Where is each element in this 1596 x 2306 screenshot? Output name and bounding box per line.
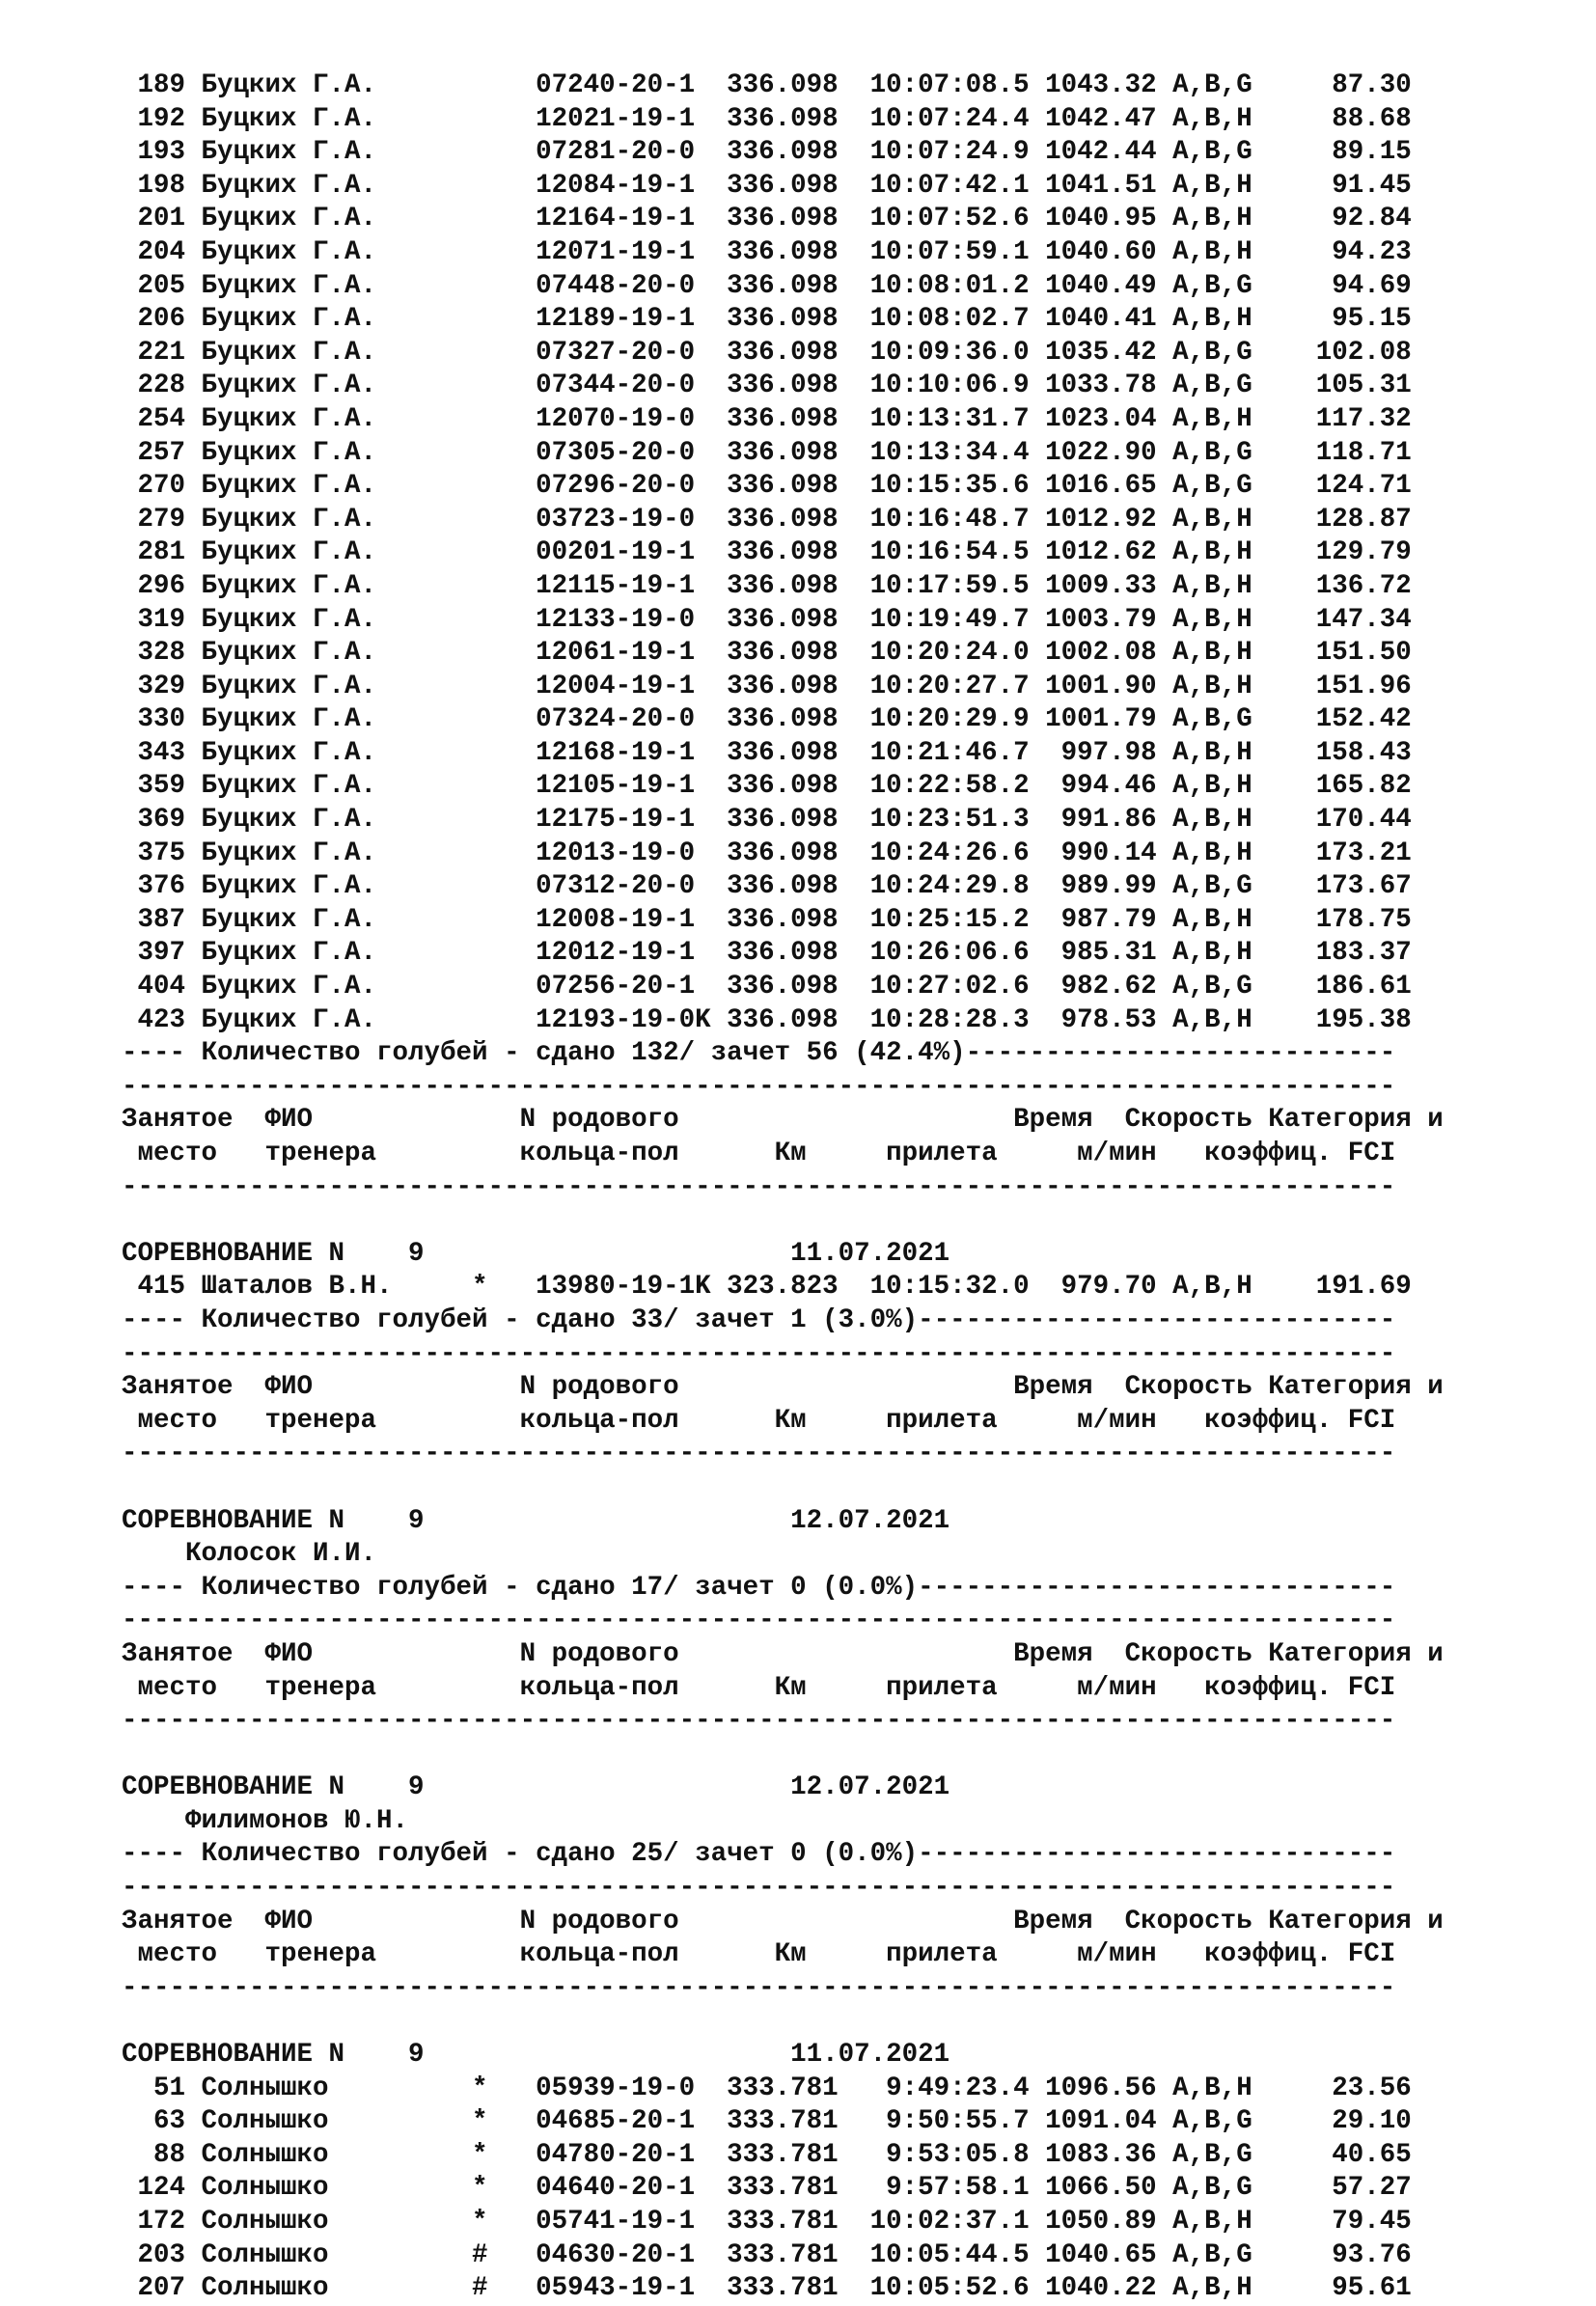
summary-line: ---- Количество голубей - сдано 33/ зачет 1 (3.0%)------------------------------ bbox=[122, 1304, 1396, 1335]
result-row: 51 Солнышко * 05939-19-0 333.781 9:49:23.4 1096.56 A,B,H 23.56 bbox=[122, 2073, 1412, 2103]
result-row: 423 Буцких Г.А. 12193-19-0K 336.098 10:28:28.3 978.53 A,B,H 195.38 bbox=[122, 1004, 1412, 1035]
result-row: 254 Буцких Г.А. 12070-19-0 336.098 10:13:31.7 1023.04 A,B,H 117.32 bbox=[122, 403, 1412, 434]
result-row: 221 Буцких Г.А. 07327-20-0 336.098 10:09:36.0 1035.42 A,B,G 102.08 bbox=[122, 337, 1412, 368]
result-row: 296 Буцких Г.А. 12115-19-1 336.098 10:17:59.5 1009.33 A,B,H 136.72 bbox=[122, 570, 1412, 601]
result-row: 228 Буцких Г.А. 07344-20-0 336.098 10:10:06.9 1033.78 A,B,G 105.31 bbox=[122, 371, 1412, 401]
separator-line: -------------------------------------------------------------------------------- bbox=[122, 1171, 1396, 1202]
result-row: 257 Буцких Г.А. 07305-20-0 336.098 10:13:34.4 1022.90 A,B,G 118.71 bbox=[122, 437, 1412, 468]
result-row: 207 Солнышко # 05943-19-1 333.781 10:05:52.6 1040.22 A,B,H 95.61 bbox=[122, 2273, 1412, 2304]
summary-line: ---- Количество голубей - сдано 17/ зачет 0 (0.0%)------------------------------ bbox=[122, 1572, 1396, 1603]
result-row: 124 Солнышко * 04640-20-1 333.781 9:57:58.1 1066.50 A,B,G 57.27 bbox=[122, 2173, 1412, 2204]
results-document bbox=[122, 69, 1569, 2306]
result-row: 359 Буцких Г.А. 12105-19-1 336.098 10:22:58.2 994.46 A,B,H 165.82 bbox=[122, 771, 1412, 802]
result-row: 387 Буцких Г.А. 12008-19-1 336.098 10:25:15.2 987.79 A,B,H 178.75 bbox=[122, 904, 1412, 935]
result-row: 193 Буцких Г.А. 07281-20-0 336.098 10:07:24.9 1042.44 A,B,G 89.15 bbox=[122, 137, 1412, 168]
result-row: 172 Солнышко * 05741-19-1 333.781 10:02:37.1 1050.89 A,B,H 79.45 bbox=[122, 2207, 1412, 2237]
result-row: 198 Буцких Г.А. 12084-19-1 336.098 10:07:42.1 1041.51 A,B,H 91.45 bbox=[122, 170, 1412, 201]
separator-line: -------------------------------------------------------------------------------- bbox=[122, 1338, 1396, 1369]
trainer-name: Филимонов Ю.Н. bbox=[122, 1805, 409, 1836]
competition-title: СОРЕВНОВАНИЕ N 9 11.07.2021 bbox=[122, 2040, 950, 2071]
separator-line: -------------------------------------------------------------------------------- bbox=[122, 1439, 1396, 1469]
result-row: 369 Буцких Г.А. 12175-19-1 336.098 10:23:51.3 991.86 A,B,H 170.44 bbox=[122, 805, 1412, 836]
summary-line: ---- Количество голубей - сдано 132/ зачет 56 (42.4%)--------------------------- bbox=[122, 1038, 1396, 1069]
table-header-line: Занятое ФИО N родового Время Скорость Категория и bbox=[122, 1105, 1444, 1136]
result-row: 63 Солнышко * 04685-20-1 333.781 9:50:55.7 1091.04 A,B,G 29.10 bbox=[122, 2106, 1412, 2137]
result-row: 404 Буцких Г.А. 07256-20-1 336.098 10:27:02.6 982.62 A,B,G 186.61 bbox=[122, 972, 1412, 1002]
table-header-line: место тренера кольца-пол Км прилета м/мин коэффиц. FCI bbox=[122, 1939, 1396, 1970]
result-row: 192 Буцких Г.А. 12021-19-1 336.098 10:07:24.4 1042.47 A,B,H 88.68 bbox=[122, 103, 1412, 134]
table-header-line: место тренера кольца-пол Км прилета м/мин коэффиц. FCI bbox=[122, 1672, 1396, 1703]
separator-line: -------------------------------------------------------------------------------- bbox=[122, 1606, 1396, 1636]
result-row: 201 Буцких Г.А. 12164-19-1 336.098 10:07:52.6 1040.95 A,B,H 92.84 bbox=[122, 204, 1412, 234]
spacer bbox=[122, 2005, 1569, 2039]
table-header-line: Занятое ФИО N родового Время Скорость Категория и bbox=[122, 1638, 1444, 1669]
result-row: 415 Шаталов В.Н. * 13980-19-1K 323.823 10:15:32.0 979.70 A,B,H 191.69 bbox=[122, 1272, 1412, 1303]
separator-line: -------------------------------------------------------------------------------- bbox=[122, 1071, 1396, 1102]
result-row: 397 Буцких Г.А. 12012-19-1 336.098 10:26:06.6 985.31 A,B,H 183.37 bbox=[122, 938, 1412, 969]
result-row: 203 Солнышко # 04630-20-1 333.781 10:05:44.5 1040.65 A,B,G 93.76 bbox=[122, 2239, 1412, 2270]
result-row: 281 Буцких Г.А. 00201-19-1 336.098 10:16:54.5 1012.62 A,B,H 129.79 bbox=[122, 537, 1412, 568]
result-row: 329 Буцких Г.А. 12004-19-1 336.098 10:20:27.7 1001.90 A,B,H 151.96 bbox=[122, 671, 1412, 701]
result-row: 205 Буцких Г.А. 07448-20-0 336.098 10:08:01.2 1040.49 A,B,G 94.69 bbox=[122, 270, 1412, 301]
spacer bbox=[122, 1204, 1569, 1238]
table-header-line: Занятое ФИО N родового Время Скорость Категория и bbox=[122, 1906, 1444, 1936]
table-header-line: место тренера кольца-пол Км прилета м/мин коэффиц. FCI bbox=[122, 1405, 1396, 1436]
competition-title: СОРЕВНОВАНИЕ N 9 12.07.2021 bbox=[122, 1505, 950, 1536]
table-header-line: Занятое ФИО N родового Время Скорость Категория и bbox=[122, 1372, 1444, 1403]
competition-title: СОРЕВНОВАНИЕ N 9 11.07.2021 bbox=[122, 1238, 950, 1269]
result-row: 343 Буцких Г.А. 12168-19-1 336.098 10:21:46.7 997.98 A,B,H 158.43 bbox=[122, 737, 1412, 768]
summary-line: ---- Количество голубей - сдано 25/ зачет 0 (0.0%)------------------------------ bbox=[122, 1839, 1396, 1870]
result-row: 375 Буцких Г.А. 12013-19-0 336.098 10:24:26.6 990.14 A,B,H 173.21 bbox=[122, 837, 1412, 868]
spacer bbox=[122, 1739, 1569, 1772]
competition-title: СОРЕВНОВАНИЕ N 9 12.07.2021 bbox=[122, 1772, 950, 1803]
result-row: 189 Буцких Г.А. 07240-20-1 336.098 10:07:08.5 1043.32 A,B,G 87.30 bbox=[122, 70, 1412, 100]
result-row: 330 Буцких Г.А. 07324-20-0 336.098 10:20:29.9 1001.79 A,B,G 152.42 bbox=[122, 704, 1412, 735]
separator-line: -------------------------------------------------------------------------------- bbox=[122, 1972, 1396, 2003]
result-row: 88 Солнышко * 04780-20-1 333.781 9:53:05.8 1083.36 A,B,G 40.65 bbox=[122, 2139, 1412, 2170]
separator-line: -------------------------------------------------------------------------------- bbox=[122, 1873, 1396, 1904]
result-row: 376 Буцких Г.А. 07312-20-0 336.098 10:24:29.8 989.99 A,B,G 173.67 bbox=[122, 871, 1412, 902]
result-row: 328 Буцких Г.А. 12061-19-1 336.098 10:20:24.0 1002.08 A,B,H 151.50 bbox=[122, 638, 1412, 669]
result-row: 206 Буцких Г.А. 12189-19-1 336.098 10:08:02.7 1040.41 A,B,H 95.15 bbox=[122, 304, 1412, 335]
result-row: 270 Буцких Г.А. 07296-20-0 336.098 10:15:35.6 1016.65 A,B,G 124.71 bbox=[122, 471, 1412, 502]
separator-line: -------------------------------------------------------------------------------- bbox=[122, 1706, 1396, 1737]
result-row: 204 Буцких Г.А. 12071-19-1 336.098 10:07:59.1 1040.60 A,B,H 94.23 bbox=[122, 236, 1412, 267]
table-header-line: место тренера кольца-пол Км прилета м/мин коэффиц. FCI bbox=[122, 1139, 1396, 1168]
trainer-name: Колосок И.И. bbox=[122, 1539, 377, 1570]
spacer bbox=[122, 1471, 1569, 1505]
result-row: 319 Буцких Г.А. 12133-19-0 336.098 10:19:49.7 1003.79 A,B,H 147.34 bbox=[122, 604, 1412, 635]
result-row: 279 Буцких Г.А. 03723-19-0 336.098 10:16:48.7 1012.92 A,B,H 128.87 bbox=[122, 504, 1412, 535]
